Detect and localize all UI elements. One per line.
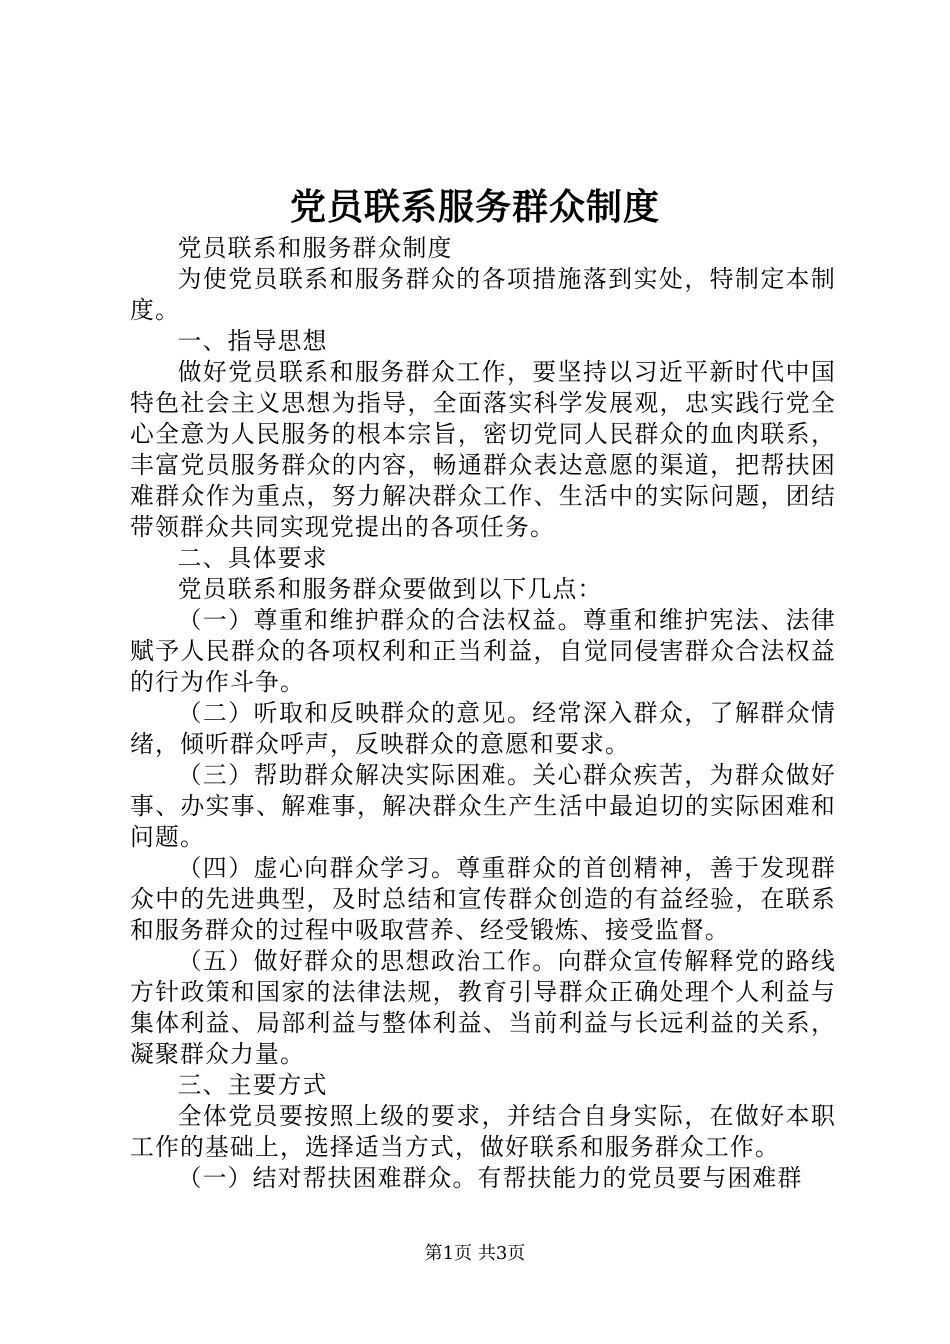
paragraph-guiding-thought: 做好党员联系和服务群众工作，要坚持以习近平新时代中国特色社会主义思想为指导，全面落实科学发展观，忠实践行党全心全意为人民服务的根本宗旨，密切党同人民群众的血肉联系，丰富党员服务群众的内容，畅通群众表达意愿的渠道，把帮扶困难群众作为重点，努力解决群众工作、生活中的实际问题，团结带领群众共同实现党提出的各项任务。 [130,358,836,541]
paragraph-subtitle: 党员联系和服务群众制度 [177,234,453,262]
paragraph-requirement-3: （三）帮助群众解决实际困难。关心群众疾苦，为群众做好事、办实事、解难事，解决群众生产生活中最迫切的实际困难和问题。 [130,761,836,851]
paragraph-methods-lead: 全体党员要按照上级的要求，并结合自身实际，在做好本职工作的基础上，选择适当方式，做好联系和服务群众工作。 [130,1102,836,1161]
paragraph-requirements-lead: 党员联系和服务群众要做到以下几点： [177,575,603,603]
section-heading-requirements: 二、具体要求 [177,544,328,572]
section-heading-methods: 三、主要方式 [177,1071,328,1099]
paragraph-requirement-1: （一）尊重和维护群众的合法权益。尊重和维护宪法、法律赋予人民群众的各项权利和正当利益，自觉同侵害群众合法权益的行为作斗争。 [130,606,836,696]
page-number: 第1页 共3页 [424,1243,526,1264]
document-body [130,233,836,1194]
paragraph-requirement-2: （二）听取和反映群众的意见。经常深入群众，了解群众情绪，倾听群众呼声，反映群众的意愿和要求。 [130,699,836,758]
paragraph-requirement-4: （四）虚心向群众学习。尊重群众的首创精神，善于发现群众中的先进典型，及时总结和宣传群众创造的有益经验，在联系和服务群众的过程中吸取营养、经受锻炼、接受监督。 [130,854,836,944]
paragraph-requirement-5: （五）做好群众的思想政治工作。向群众宣传解释党的路线方针政策和国家的法律法规，教育引导群众正确处理个人利益与集体利益、局部利益与整体利益、当前利益与长远利益的关系，凝聚群众力量。 [130,947,836,1068]
paragraph-intro: 为使党员联系和服务群众的各项措施落到实处，特制定本制度。 [130,265,836,324]
paragraph-method-1: （一）结对帮扶困难群众。有帮扶能力的党员要与困难群 [177,1164,803,1192]
section-heading-guiding-thought: 一、指导思想 [177,327,328,355]
document-title: 党员联系服务群众制度 [289,186,660,228]
